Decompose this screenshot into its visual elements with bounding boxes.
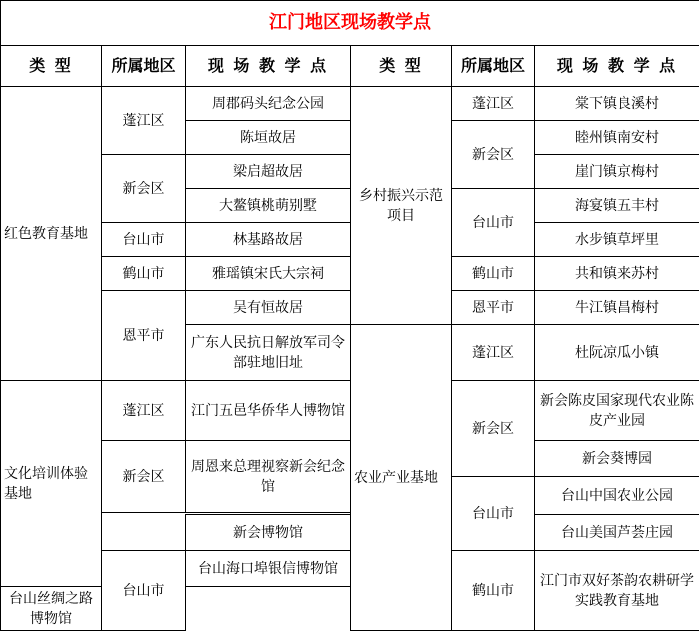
region-agri-heshan: 鹤山市 [452, 551, 535, 631]
region-agri-pengjiang: 蓬江区 [452, 325, 535, 381]
point-red-4: 大鳌镇桃萌别墅 [186, 189, 351, 223]
region-culture-xinhui-cont [102, 515, 186, 551]
header-point-right: 现 场 教 学 点 [535, 46, 699, 87]
point-culture-1: 江门五邑华侨华人博物馆 [186, 381, 351, 441]
point-agri-3: 新会葵博园 [535, 441, 699, 477]
region-rural-taishan: 台山市 [452, 189, 535, 257]
point-culture-5: 台山丝绸之路博物馆 [1, 587, 102, 631]
region-red-enping: 恩平市 [102, 291, 186, 381]
point-red-3: 梁启超故居 [186, 155, 351, 189]
point-rural-6: 共和镇来苏村 [535, 257, 699, 291]
table-title: 江门地区现场教学点 [1, 1, 699, 46]
region-culture-taishan: 台山市 [102, 551, 186, 631]
type-red-education: 红色教育基地 [1, 87, 102, 381]
point-red-8: 广东人民抗日解放军司令部驻地旧址 [186, 325, 351, 381]
point-rural-5: 水步镇草坪里 [535, 223, 699, 257]
header-point-left: 现 场 教 学 点 [186, 46, 351, 87]
header-type-right: 类 型 [351, 46, 452, 87]
header-region-left: 所属地区 [102, 46, 186, 87]
region-agri-taishan: 台山市 [452, 477, 535, 551]
point-red-5: 林基路故居 [186, 223, 351, 257]
region-rural-heshan: 鹤山市 [452, 257, 535, 291]
point-red-1: 周郡码头纪念公园 [186, 87, 351, 121]
region-red-pengjiang: 蓬江区 [102, 87, 186, 155]
point-rural-7: 牛江镇昌梅村 [535, 291, 699, 325]
point-red-2: 陈垣故居 [186, 121, 351, 155]
region-rural-pengjiang: 蓬江区 [452, 87, 535, 121]
type-agri-base: 农业产业基地 [351, 325, 452, 631]
header-region-right: 所属地区 [452, 46, 535, 87]
point-agri-1: 杜阮凉瓜小镇 [535, 325, 699, 381]
region-red-xinhui: 新会区 [102, 155, 186, 223]
region-agri-xinhui: 新会区 [452, 381, 535, 477]
region-rural-enping: 恩平市 [452, 291, 535, 325]
point-red-7: 吴有恒故居 [186, 291, 351, 325]
point-rural-3: 崖门镇京梅村 [535, 155, 699, 189]
region-rural-xinhui: 新会区 [452, 121, 535, 189]
header-type-left: 类 型 [1, 46, 102, 87]
point-red-6: 雅瑶镇宋氏大宗祠 [186, 257, 351, 291]
region-red-heshan: 鹤山市 [102, 257, 186, 291]
point-rural-4: 海宴镇五丰村 [535, 189, 699, 223]
region-red-taishan: 台山市 [102, 223, 186, 257]
point-rural-1: 棠下镇良溪村 [535, 87, 699, 121]
point-agri-2: 新会陈皮国家现代农业陈皮产业园 [535, 381, 699, 441]
point-agri-5: 台山美国芦荟庄园 [535, 515, 699, 551]
point-culture-3: 新会博物馆 [186, 515, 351, 551]
point-agri-6: 江门市双好茶韵农耕研学实践教育基地 [535, 551, 699, 631]
point-rural-2: 睦州镇南安村 [535, 121, 699, 155]
point-culture-4: 台山海口埠银信博物馆 [186, 551, 351, 587]
type-culture-training: 文化培训体验基地 [1, 381, 102, 587]
region-culture-xinhui: 新会区 [102, 441, 186, 513]
point-culture-2: 周恩来总理视察新会纪念馆 [186, 441, 351, 513]
region-culture-pengjiang: 蓬江区 [102, 381, 186, 441]
point-agri-4: 台山中国农业公园 [535, 477, 699, 515]
type-rural-revitalization: 乡村振兴示范项目 [351, 87, 452, 325]
